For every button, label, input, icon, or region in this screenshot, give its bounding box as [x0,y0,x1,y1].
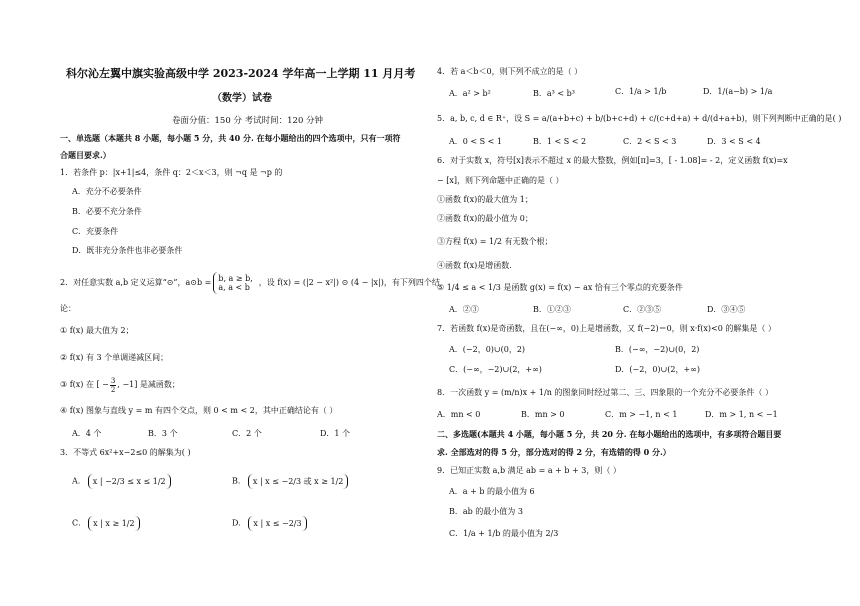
q9-option-b: B．ab 的最小值为 3 [449,507,523,516]
q8-option-d: D．m > 1, n < −1 [705,410,778,419]
q6-statement-4: ④函数 f(x)是增函数. [437,261,512,270]
q6-option-a: A．②③ [449,305,479,314]
section2-heading: 二、多选题(本题共 4 小题，每小题 5 分，共 20 分. 在每小题给出的选项中，有多项符合题目要 [437,429,782,439]
q9-stem: 9．已知正实数 a,b 满足 ab = a + b + 3，则（ ） [437,466,621,475]
q5-option-c: C．2 < S < 3 [623,137,677,146]
q2-stem-a: 2．对任意实数 a,b 定义运算“⊙”，a⊙b = [60,278,212,287]
q3-option-b: B． x | x ≤ −2/3 或 x ≥ 1/2 [232,474,350,489]
q1-option-c: C．充要条件 [72,227,119,236]
q1-option-b: B．必要不充分条件 [72,207,142,216]
exam-meta: 卷面分值：150 分 考试时间：120 分钟 [172,116,324,126]
q4-option-b: B．a³ < b³ [533,89,575,98]
q8-stem: 8．一次函数 y = (m/n)x + 1/n 的图象同时经过第二、三、四象限的一个充分不必要条件（ ） [437,388,773,397]
section1-heading-cont: 合题目要求.） [60,150,111,160]
q2-s3-b: , −1] 是减函数； [117,380,180,389]
exam-title: 科尔沁左翼中旗实验高级中学 2023-2024 学年高一上学期 11 月月考 [66,67,416,80]
q2-option-d: D．1 个 [320,429,351,438]
q4-option-a: A．a² > b² [449,89,491,98]
q9-option-a: A．a + b 的最小值为 6 [449,487,535,496]
q4-stem: 4．若 a＜b＜0，则下列不成立的是（ ） [437,67,583,76]
q6-option-d: D．③④⑤ [707,305,746,314]
q5-stem-b: a/(a+b+c) + b/(b+c+d) + c/(c+d+a) + d/(d+a+b) [541,114,745,123]
q7-option-d: D．(−2，0)∪(2，+∞) [615,365,700,374]
q3-option-a: A． x | −2/3 ≤ x ≤ 1/2 [72,474,173,489]
q4-option-d: D．1/(a−b) > 1/a [703,87,773,96]
q5-option-d: D．3 < S < 4 [707,137,761,146]
q2-piecewise [213,272,256,294]
q3-option-c-set: x | x ≥ 1/2 [88,516,139,531]
q6-stem: 6．对于实数 x，符号[x]表示不超过 x 的最大整数，例如[π]=3，[ - 1.08]= - 2，定义函数 f(x)=x [437,156,788,165]
q7-option-c: C．(−∞，−2)∪(2，+∞) [449,365,542,374]
q9-option-c: C．1/a + 1/b 的最小值为 2/3 [449,529,559,538]
q2-stem-cont: 论： [60,304,76,313]
q6-option-b: B．①②③ [533,305,571,314]
q2-statement-1: ① f(x) 最大值为 2； [60,326,134,335]
exam-subtitle: （数学）试卷 [212,93,272,104]
q3-option-b-set: x | x ≤ −2/3 或 x ≥ 1/2 [248,474,348,489]
q6-stem-cont: − [x]，则下列命题中正确的是（ ） [437,176,564,185]
q2-option-b: B．3 个 [148,429,178,438]
q4-option-c-left: 1/a [629,87,642,96]
q1-option-d: D．既非充分条件也非必要条件 [72,246,183,255]
q7-stem: 7．若函数 f(x)是奇函数，且在(−∞，0)上是增函数，又 f(−2)＝0，则 x·f(x)<0 的解集是（ ） [437,324,776,333]
q2-s3-fraction: $\frac{3}{2}$ [110,376,116,394]
q2-option-a: A．4 个 [72,429,102,438]
q7-option-a: A．(−2，0)∪(0，2) [449,345,526,354]
q2-statement-2: ② f(x) 有 3 个单调递减区间； [60,353,169,362]
q2-piece1: b, a ≥ b, [218,274,253,283]
q3-option-d: D． x | x ≤ −2/3 [232,516,309,531]
q8-option-a: A．mn < 0 [437,410,481,419]
q2-statement-4: ④ f(x) 图象与直线 y = m 有四个交点，则 0 < m < 2，其中正确结论有（ ） [60,406,338,415]
q5-option-a: A．0 < S < 1 [449,137,503,146]
q2-stem [60,272,440,294]
q6-statement-1: ①函数 f(x)的最大值为 1； [437,195,533,204]
q8-option-b: B．mn > 0 [521,410,565,419]
q2-s3-a: ③ f(x) 在 [ − [60,380,109,389]
q6-statement-2: ②函数 f(x)的最小值为 0； [437,214,533,223]
q3-option-c: C． x | x ≥ 1/2 [72,516,142,531]
q4-option-c-right: 1/b [653,87,667,96]
q1-stem: 1．若条件 p：|x+1|≤4，条件 q：2＜x＜3，则 ¬q 是 ¬p 的 [60,168,283,177]
q2-piece2: a, a < b [218,283,250,292]
q2-stem-b: ，设 f(x) = (|2 − x²|) ⊙ (4 − |x|)，有下列四个结 [258,278,440,287]
q5-stem-c: ，则下列判断中正确的是( ) [744,114,842,123]
q4-option-c: C．1/a > 1/b [615,87,667,96]
q6-statement-5: ⑤ 1/4 ≤ a < 1/3 是函数 g(x) = f(x) − ax 恰有三个零点的充要条件 [437,283,683,292]
q3-option-a-set: x | −2/3 ≤ x ≤ 1/2 [88,474,171,489]
q5-stem [437,112,841,126]
q4-option-d-left: 1/(a−b) [717,87,749,96]
q7-option-b: B．(−∞，−2)∪(0，2) [615,345,700,354]
q1-option-a: A．充分不必要条件 [72,187,142,196]
q5-option-b: B．1 < S < 2 [533,137,587,146]
q3-option-d-set: x | x ≤ −2/3 [248,516,306,531]
q2-option-c: C．2 个 [232,429,262,438]
q4-option-d-right: 1/a [759,87,773,96]
q6-statement-3: ③方程 f(x) = 1/2 有无数个根； [437,237,553,246]
q6-option-c: C．②③⑤ [623,305,662,314]
section1-heading: 一、单选题（本题共 8 小题，每小题 5 分，共 40 分. 在每小题给出的四个选项中，只有一项符 [60,133,401,143]
section2-heading-cont: 求. 全部选对的得 5 分，部分选对的得 2 分，有选错的得 0 分.） [437,447,671,457]
q5-stem-a: 5．a, b, c, d ∈ R⁺，设 S = [437,114,540,123]
q8-option-c: C．m > −1, n < 1 [605,410,678,419]
q3-stem: 3．不等式 6x²+x−2≤0 的解集为( ) [60,448,191,457]
q2-statement-3 [60,376,180,394]
